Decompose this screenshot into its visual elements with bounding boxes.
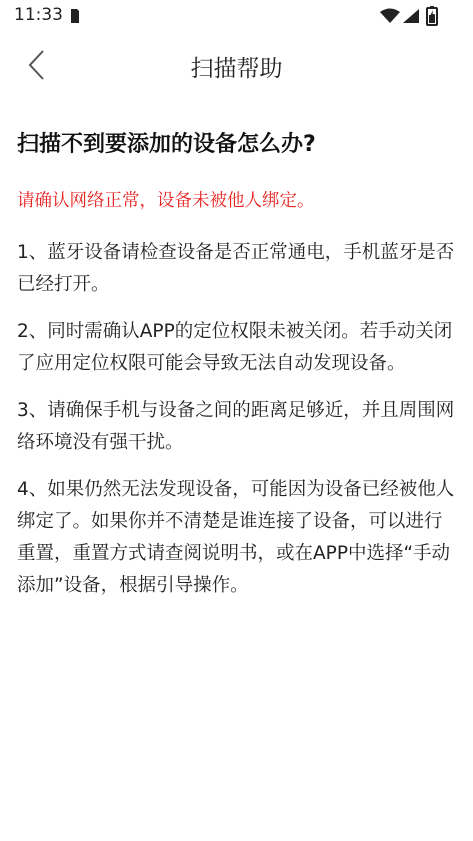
battery-icon xyxy=(426,6,438,26)
status-bar xyxy=(0,0,473,32)
page-title: 扫描帮助 xyxy=(190,56,283,82)
help-content xyxy=(17,128,456,617)
status-time: 11:33 xyxy=(14,5,63,25)
help-step-2: 2、同时需确认APP的定位权限未被关闭。若手动关闭了应用定位权限可能会导致无法自动发现设备。 xyxy=(17,321,453,374)
question-heading: 扫描不到要添加的设备怎么办? xyxy=(17,132,316,157)
help-step-3: 3、请确保手机与设备之间的距离足够近，并且周围网络环境没有强干扰。 xyxy=(17,400,455,453)
help-step-1: 1、蓝牙设备请检查设备是否正常通电，手机蓝牙是否已经打开。 xyxy=(17,242,455,295)
nav-bar xyxy=(0,32,473,100)
signal-icon xyxy=(402,8,420,24)
wifi-icon xyxy=(380,8,400,24)
warning-text: 请确认网络正常，设备未被他人绑定。 xyxy=(17,191,315,211)
help-step-4: 4、如果仍然无法发现设备，可能因为设备已经被他人绑定了。如果你并不清楚是谁连接了设备，可以进行重置，重置方式请查阅说明书，或在APP中选择“手动添加”设备，根据引导操作。 xyxy=(17,479,455,596)
sim-card-icon xyxy=(70,8,80,24)
